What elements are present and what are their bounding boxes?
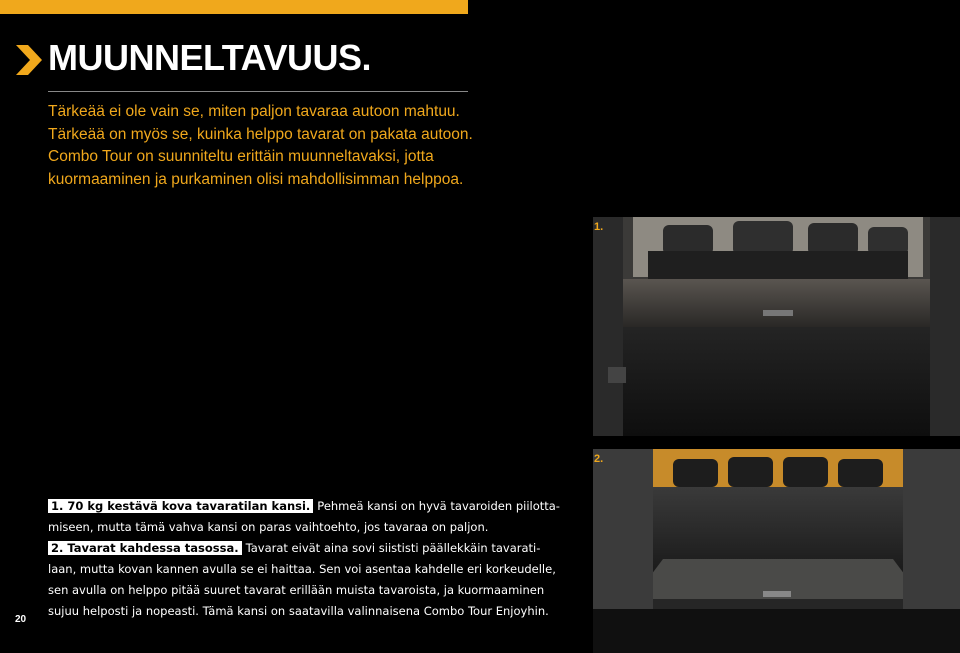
intro-line: kuormaaminen ja purkaminen olisi mahdollisimman helppoa. bbox=[48, 170, 464, 188]
intro-line: Tärkeää ei ole vain se, miten paljon tavaraa autoon mahtuu. bbox=[48, 103, 460, 120]
caption-item-2 bbox=[48, 538, 541, 559]
caption-item-1 bbox=[48, 496, 560, 517]
captions bbox=[48, 496, 560, 622]
cargo-cover-photo bbox=[593, 217, 960, 436]
page-title: MUUNNELTAVUUS. bbox=[48, 37, 371, 78]
caption-text: miseen, mutta tämä vahva kansi on paras vaihtoehto, jos tavaraa on paljon. bbox=[48, 520, 489, 534]
divider bbox=[48, 91, 468, 92]
top-accent-bar bbox=[0, 0, 468, 14]
caption-text: sen avulla on helppo pitää suuret tavarat erillään muista tavaroista, ja kuormaaminen bbox=[48, 583, 545, 597]
intro-line: Combo Tour on suunniteltu erittäin muunneltavaksi, jotta bbox=[48, 148, 434, 165]
cargo-photo-2-illustration bbox=[593, 449, 960, 653]
caption-label: 2. Tavarat kahdessa tasossa. bbox=[48, 541, 242, 555]
cargo-photo-1-illustration bbox=[593, 217, 960, 436]
two-level-cargo-photo bbox=[593, 449, 960, 653]
chevron-right-icon bbox=[16, 45, 42, 75]
intro-text bbox=[48, 101, 478, 191]
caption-label: 1. 70 kg kestävä kova tavaratilan kansi. bbox=[48, 499, 313, 513]
page-number: 20 bbox=[15, 614, 27, 625]
photo-number: 1. bbox=[594, 221, 604, 233]
intro-line: Tärkeää on myös se, kuinka helppo tavarat on pakata autoon. bbox=[48, 125, 473, 143]
caption-text: laan, mutta kovan kannen avulla se ei haittaa. Sen voi asentaa kahdelle eri korkeudelle, bbox=[48, 562, 556, 576]
caption-text: Pehmeä kansi on hyvä tavaroiden piilotta- bbox=[317, 499, 560, 513]
photo-number: 2. bbox=[594, 453, 604, 465]
caption-text: sujuu helposti ja nopeasti. Tämä kansi on saatavilla valinnaisena Combo Tour Enjoyhin. bbox=[48, 604, 549, 618]
caption-text: Tavarat eivät aina sovi siististi päällekkäin tavarati- bbox=[245, 541, 541, 555]
